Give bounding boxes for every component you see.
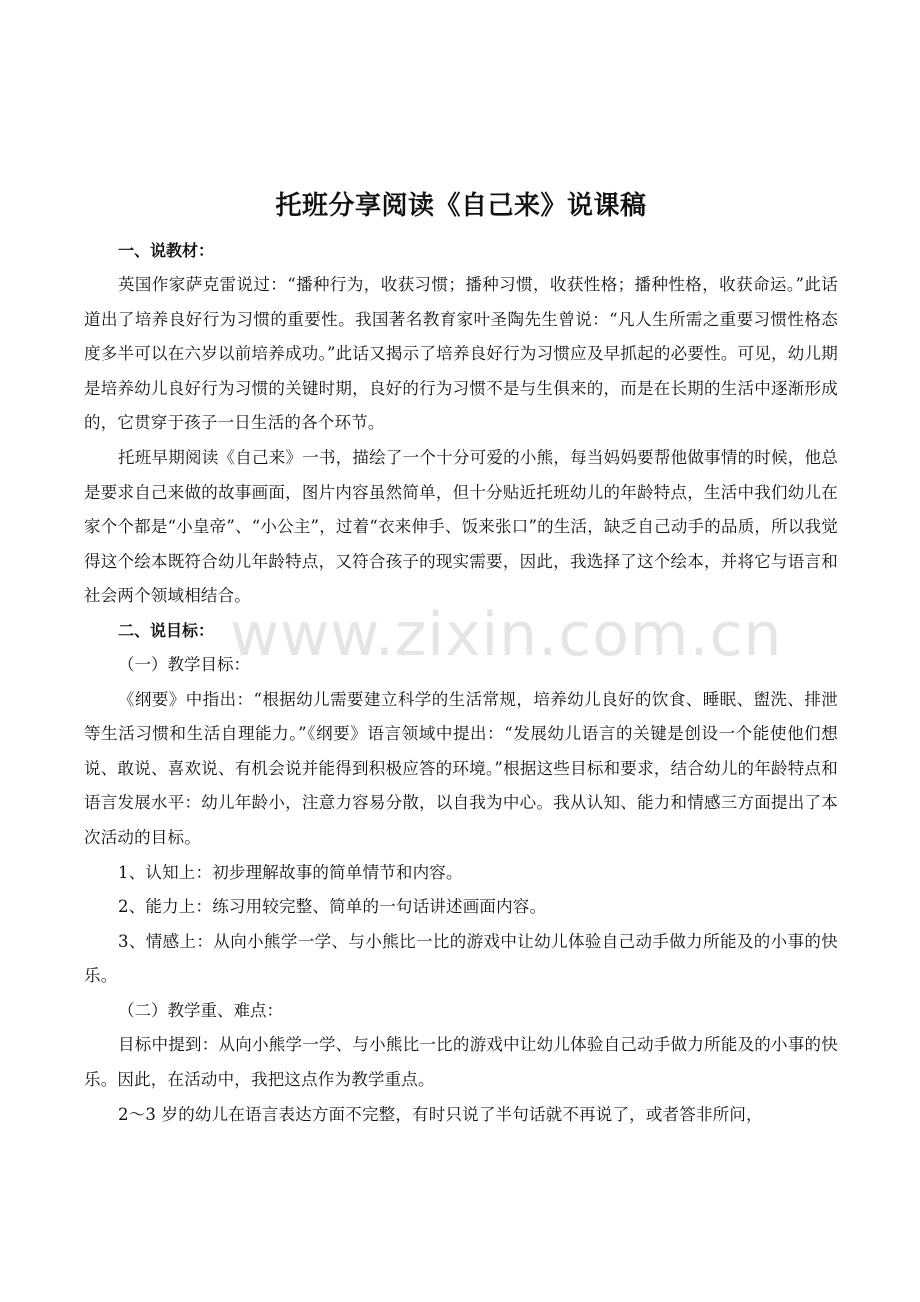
- section-heading-goals: 二、说目标：: [118, 620, 215, 640]
- goal-item: 1、认知上：初步理解故事的简单情节和内容。: [118, 862, 463, 882]
- page-title: 托班分享阅读《自己来》说课稿: [275, 191, 647, 221]
- watermark: www.zixin.com.cn: [230, 600, 783, 670]
- subheading-teaching-goals: （一）教学目标：: [118, 654, 250, 674]
- section-heading-teaching-material: 一、说教材：: [118, 241, 215, 260]
- paragraph: 《纲要》中指出：“根据幼儿需要建立科学的生活常规，培养幼儿良好的饮食、睡眠、盥洗、排泄等生活习惯和生活自理能力。”《纲要》语言领域中提出：“发展幼儿语言的关键是创设一个能使他们想说、敢说、喜欢说、有机会说并能得到积极应答的环境。”根据这些目标和要求，结合幼儿的年龄特点和语言发展水平：幼儿年龄小，注意力容易分散，以自我为中心。我从认知、能力和情感三方面提出了本次活动的目标。: [84, 689, 838, 847]
- paragraph: 目标中提到：从向小熊学一学、与小熊比一比的游戏中让幼儿体验自己动手做力所能及的小事的快乐。因此，在活动中，我把这点作为教学重点。: [84, 1035, 838, 1090]
- paragraph: 托班早期阅读《自己来》一书，描绘了一个十分可爱的小熊，每当妈妈要帮他做事情的时候，他总是要求自己来做的故事画面，图片内容虽然简单，但十分贴近托班幼儿的年龄特点，生活中我们幼儿在家个个都是“小皇帝”、“小公主”，过着“衣来伸手、饭来张口”的生活，缺乏自己动手的品质，所以我觉得这个绘本既符合幼儿年龄特点，又符合孩子的现实需要，因此，我选择了这个绘本，并将它与语言和社会两个领域相结合。: [84, 447, 838, 606]
- document-body: [84, 178, 838, 1132]
- paragraph: 2～3 岁的幼儿在语言表达方面不完整，有时只说了半句话就不再说了，或者答非所问，: [118, 1104, 763, 1124]
- subheading-key-points: （二）教学重、难点：: [118, 1000, 283, 1020]
- goal-item: 3、情感上：从向小熊学一学、与小熊比一比的游戏中让幼儿体验自己动手做力所能及的小事的快乐。: [84, 931, 838, 986]
- goal-item: 2、能力上：练习用较完整、简单的一句话讲述画面内容。: [118, 897, 547, 917]
- paragraph: 英国作家萨克雷说过：“播种行为，收获习惯；播种习惯，收获性格；播种性格，收获命运。”此话道出了培养良好行为习惯的重要性。我国著名教育家叶圣陶先生曾说：“凡人生所需之重要习惯性格态度多半可以在六岁以前培养成功。”此话又揭示了培养良好行为习惯应及早抓起的必要性。可见，幼儿期是培养幼儿良好行为习惯的关键时期，良好的行为习惯不是与生俱来的，而是在长期的生活中逐渐形成的，它贯穿于孩子一日生活的各个环节。: [84, 275, 838, 433]
